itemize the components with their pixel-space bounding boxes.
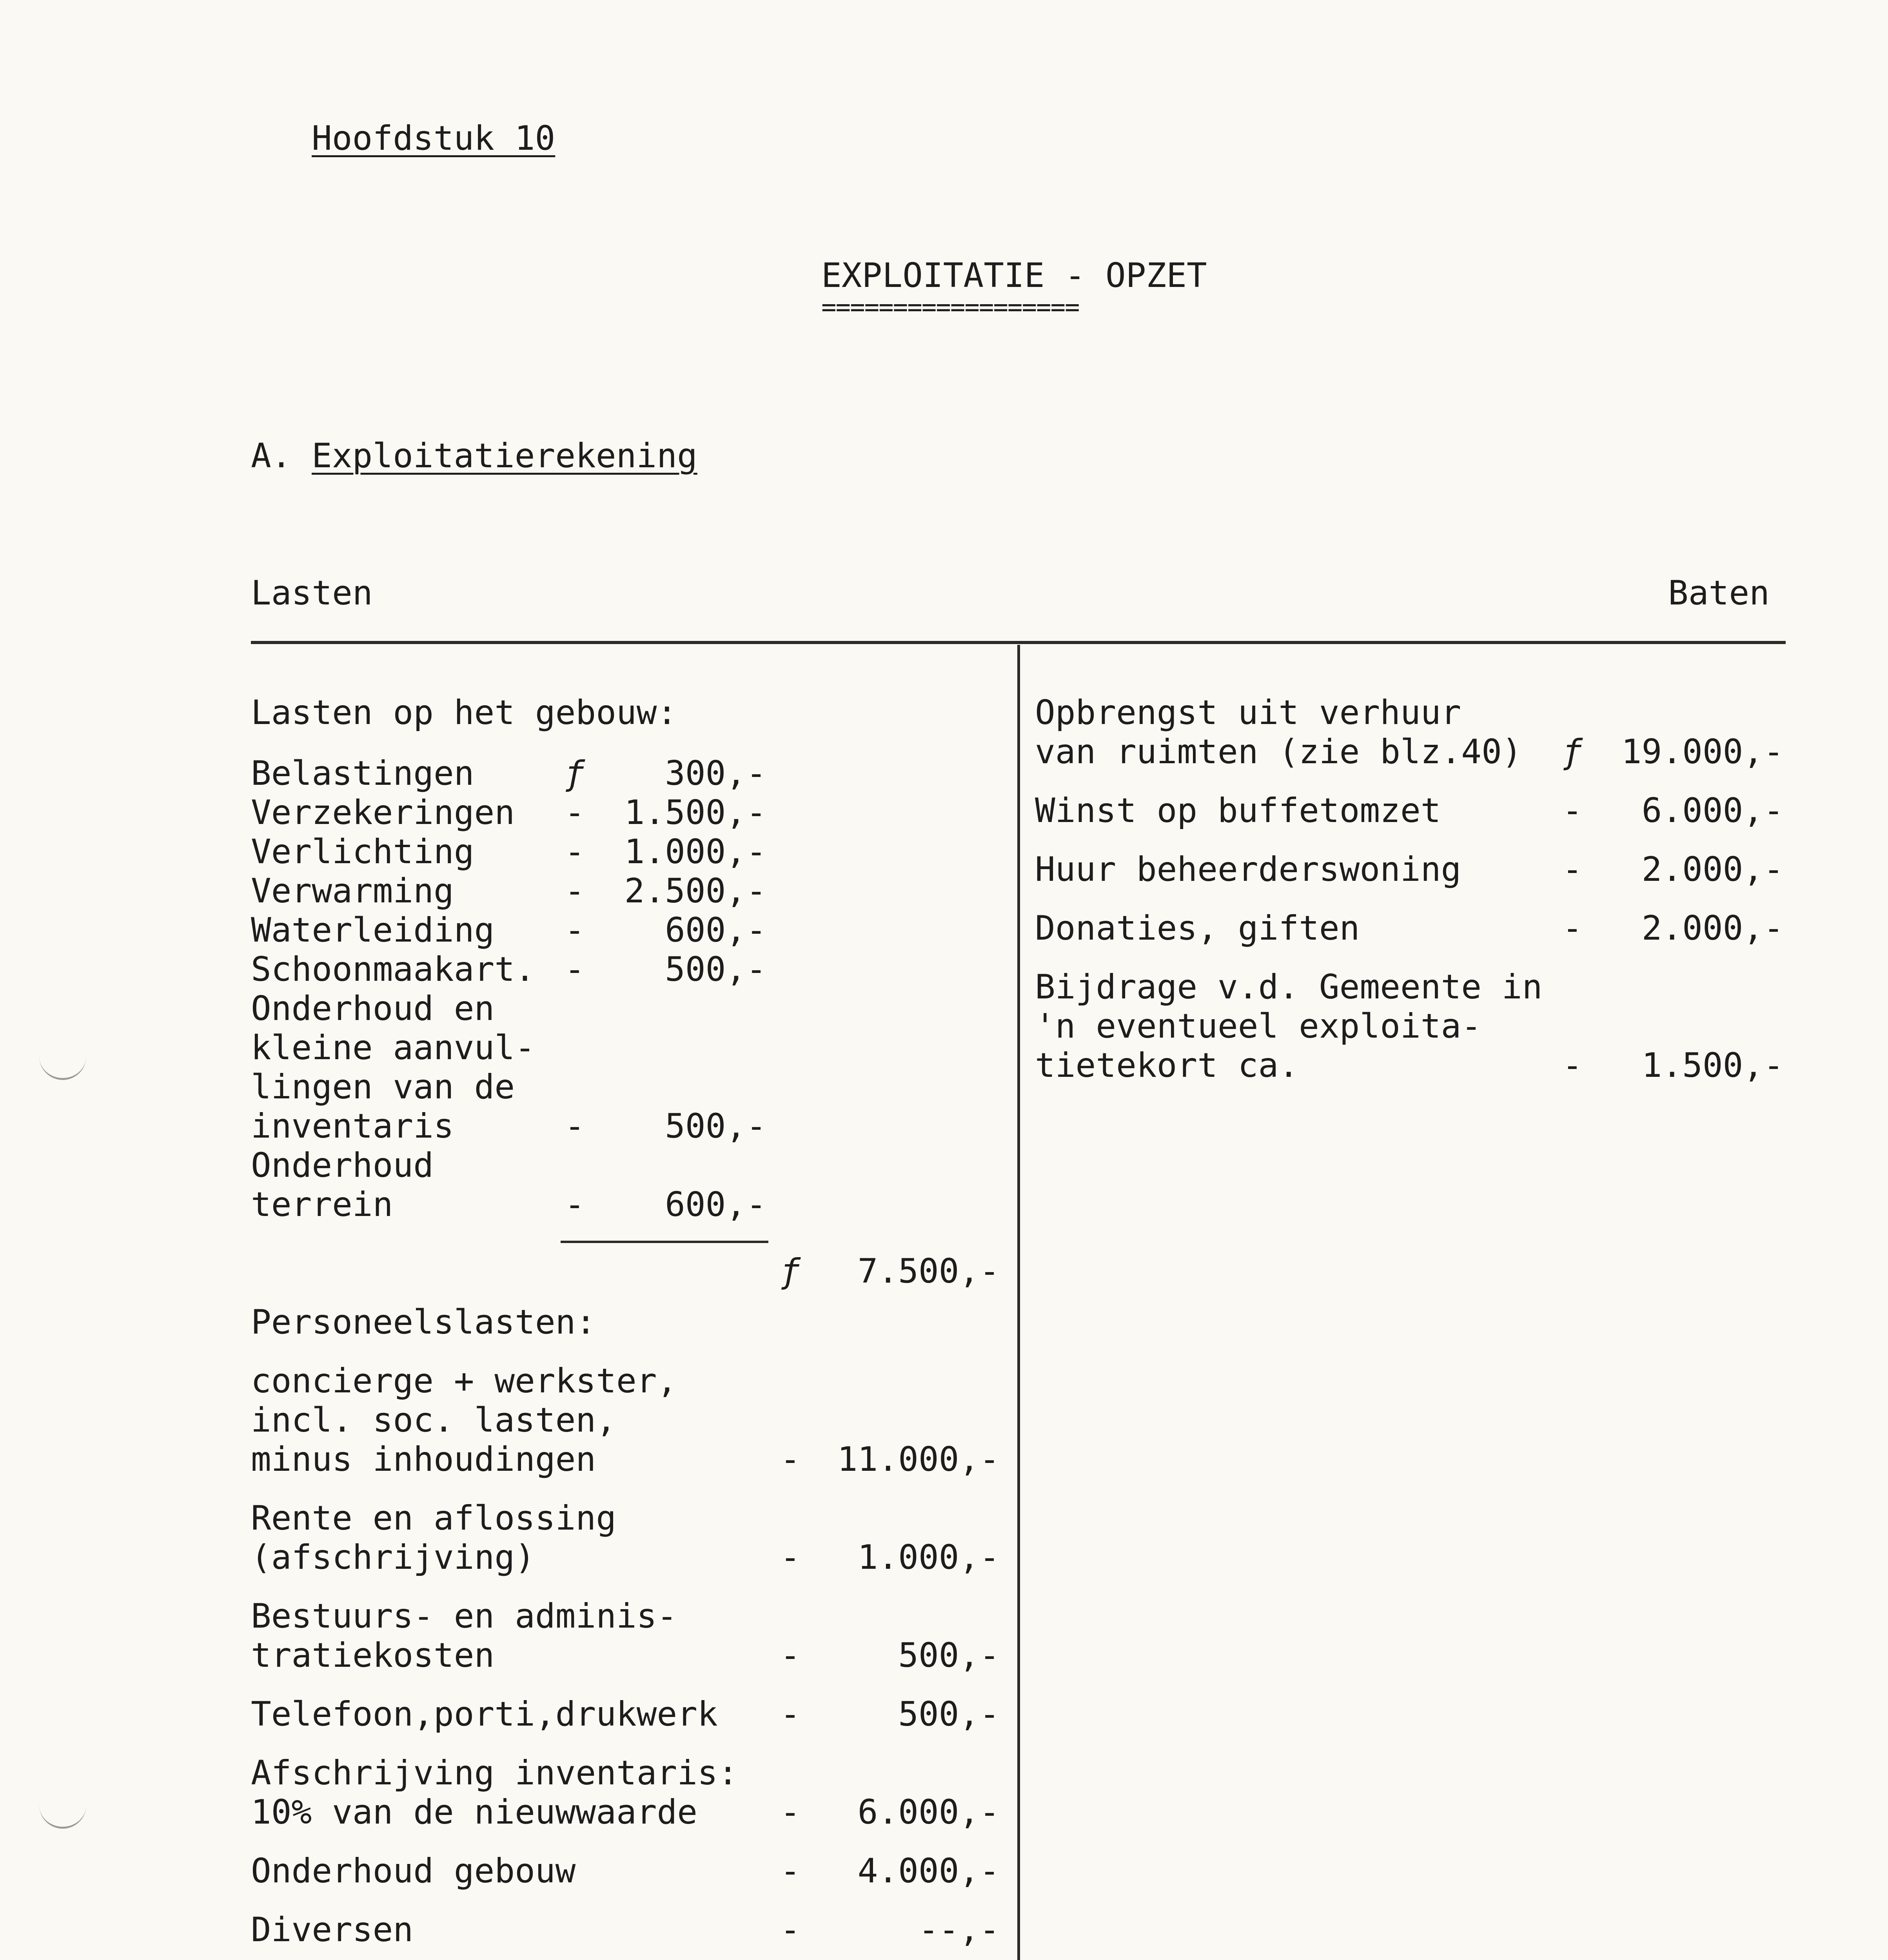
amount: 11.000,- — [837, 1440, 1000, 1479]
amount: 500,- — [898, 1636, 1000, 1675]
dash-prefix: - — [780, 1695, 801, 1734]
list-item: Onderhoud gebouw — [251, 1851, 576, 1891]
gebouw-heading: Lasten op het gebouw: — [251, 693, 677, 732]
dash-prefix: - — [565, 1185, 585, 1224]
list-item: Verzekeringen — [251, 793, 515, 832]
list-item: 'n eventueel exploita- — [1035, 1007, 1482, 1046]
column-heading-baten: Baten — [1668, 573, 1770, 613]
dash-prefix: - — [780, 1636, 801, 1675]
amount: 600,- — [665, 911, 766, 950]
dash-prefix: - — [565, 793, 585, 832]
page-title: EXPLOITATIE - OPZET — [821, 256, 1207, 295]
dash-prefix: - — [780, 1538, 801, 1577]
list-item: Bijdrage v.d. Gemeente in — [1035, 967, 1543, 1007]
subtotal-rule — [561, 1241, 768, 1243]
list-item: Huur beheerderswoning — [1035, 850, 1461, 889]
amount: --,- — [918, 1910, 1000, 1949]
list-item: Telefoon,porti,drukwerk — [251, 1695, 718, 1734]
amount: 2.500,- — [624, 871, 766, 911]
list-item: Diversen — [251, 1910, 414, 1949]
list-item: Verlichting — [251, 832, 474, 871]
list-item: minus inhoudingen — [251, 1440, 596, 1479]
amount: 6.000,- — [857, 1793, 1000, 1832]
dash-prefix: - — [780, 1793, 801, 1832]
title-double-rule: ================== — [821, 293, 1079, 322]
list-item: Opbrengst uit verhuur — [1035, 693, 1461, 732]
amount: 300,- — [665, 754, 766, 793]
currency-sign: ƒ — [780, 1252, 801, 1291]
amount: 1.500,- — [624, 793, 766, 832]
section-label: A. — [251, 436, 292, 475]
personeel-heading: Personeelslasten: — [251, 1303, 596, 1342]
amount: 1.000,- — [857, 1538, 1000, 1577]
amount: 4.000,- — [857, 1851, 1000, 1891]
list-item: van ruimten (zie blz.40) — [1035, 732, 1522, 771]
dash-prefix: - — [565, 832, 585, 871]
chapter-heading: Hoofdstuk 10 — [312, 119, 556, 158]
amount: 500,- — [665, 950, 766, 989]
list-item: incl. soc. lasten, — [251, 1401, 616, 1440]
dash-prefix: - — [1562, 791, 1583, 830]
dash-prefix: - — [565, 911, 585, 950]
amount: 19.000,- — [1621, 732, 1784, 771]
amount: 500,- — [665, 1107, 766, 1146]
punch-hole-mark — [39, 1054, 86, 1080]
dash-prefix: - — [565, 950, 585, 989]
gebouw-subtotal: 7.500,- — [857, 1252, 1000, 1291]
list-item: Winst op buffetomzet — [1035, 791, 1441, 830]
amount: 2.000,- — [1641, 909, 1784, 948]
amount: 6.000,- — [1641, 791, 1784, 830]
list-item: kleine aanvul- — [251, 1028, 535, 1067]
amount: 1.500,- — [1641, 1046, 1784, 1085]
table-center-rule — [1017, 645, 1020, 1960]
list-item: 10% van de nieuwwaarde — [251, 1793, 698, 1832]
list-item: terrein — [251, 1185, 393, 1224]
table-top-rule — [251, 641, 1786, 644]
column-heading-lasten: Lasten — [251, 573, 373, 613]
currency-sign: ƒ — [565, 754, 585, 793]
list-item: inventaris — [251, 1107, 454, 1146]
list-item: tratiekosten — [251, 1636, 495, 1675]
list-item: tietekort ca. — [1035, 1046, 1299, 1085]
list-item: Schoonmaakart. — [251, 950, 535, 989]
section-title: Exploitatierekening — [312, 436, 697, 475]
list-item: (afschrijving) — [251, 1538, 535, 1577]
list-item: Waterleiding — [251, 911, 495, 950]
list-item: Belastingen — [251, 754, 474, 793]
dash-prefix: - — [565, 1107, 585, 1146]
list-item: Afschrijving inventaris: — [251, 1753, 738, 1793]
list-item: Donaties, giften — [1035, 909, 1360, 948]
dash-prefix: - — [565, 871, 585, 911]
amount: 2.000,- — [1641, 850, 1784, 889]
amount: 600,- — [665, 1185, 766, 1224]
list-item: concierge + werkster, — [251, 1361, 677, 1401]
dash-prefix: - — [780, 1910, 801, 1949]
currency-sign: ƒ — [1562, 732, 1583, 771]
dash-prefix: - — [1562, 850, 1583, 889]
dash-prefix: - — [1562, 909, 1583, 948]
list-item: Onderhoud en — [251, 989, 495, 1028]
amount: 500,- — [898, 1695, 1000, 1734]
dash-prefix: - — [780, 1440, 801, 1479]
list-item: Verwarming — [251, 871, 454, 911]
list-item: Onderhoud — [251, 1146, 434, 1185]
list-item: lingen van de — [251, 1067, 515, 1107]
amount: 1.000,- — [624, 832, 766, 871]
list-item: Rente en aflossing — [251, 1499, 616, 1538]
punch-hole-mark — [39, 1803, 86, 1829]
dash-prefix: - — [1562, 1046, 1583, 1085]
dash-prefix: - — [780, 1851, 801, 1891]
list-item: Bestuurs- en adminis- — [251, 1597, 677, 1636]
